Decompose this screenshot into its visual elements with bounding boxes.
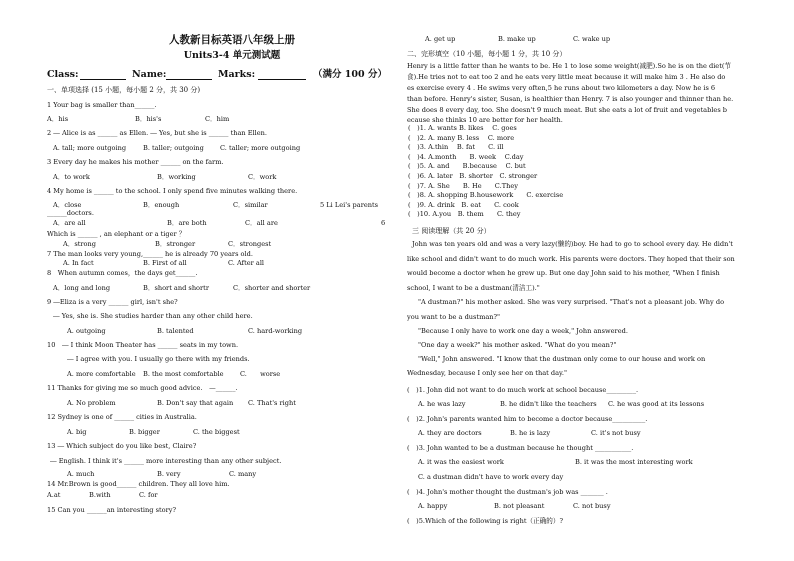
q15-option-a: A. get up <box>425 35 456 43</box>
section2-title: 二、完形填空（10 小题，每小题 1 分，共 10 分） <box>407 50 567 58</box>
marks-label: Marks: <box>218 69 256 80</box>
q10-option-a: A. more comfortable <box>67 370 136 378</box>
question-8: 8 When autumn comes，the days get______. <box>47 269 198 277</box>
q9-option-a: A. outgoing <box>67 327 106 335</box>
cloze-option-row: ( )7. A. She B. He C.They <box>408 181 518 190</box>
exam-title: 人教新目标英语八年级上册 <box>169 34 295 46</box>
cloze-line: ecause she thinks 10 are better for her health. <box>407 116 563 124</box>
question-5-start: 5 Li Lei's parents <box>320 201 379 209</box>
q11-option-c: C. That's right <box>248 399 296 407</box>
q8-option-a: A．long and long <box>53 284 111 292</box>
question-1: 1 Your bag is smaller than______. <box>47 101 157 109</box>
q1-option-b: B．his's <box>135 115 162 123</box>
reading-line: "Because I only have to work one day a week," John answered. <box>418 327 628 335</box>
q5-option-a: A．are all <box>53 219 86 227</box>
q7-option-a: A. In fact <box>63 259 94 267</box>
question-9: 9 ―Eliza is a very ______ girl, isn't she? <box>47 298 178 306</box>
q4-option-c: C．similar <box>233 201 268 209</box>
q11-option-b: B. Don't say that again <box>157 399 234 407</box>
class-field[interactable] <box>80 71 126 79</box>
q3-option-a: A．to work <box>53 173 90 181</box>
rq4-option-c: C. not busy <box>573 502 611 510</box>
q14-option-b: B.with <box>89 491 111 499</box>
rq2-option-c: C. it's not busy <box>591 429 641 437</box>
exam-subtitle: Units3-4 单元测试题 <box>183 50 281 61</box>
rq2-option-b: B. he is lazy <box>510 429 551 437</box>
cloze-line: es exercise every 4 . He swims very often,5 he runs about two kilometers a day. Now he is 6 <box>407 84 716 92</box>
rq4-option-a: A. happy <box>418 502 448 510</box>
q13-option-c: C. many <box>229 470 257 478</box>
cloze-option-row: ( )9. A. drink B. eat C. cook <box>408 200 519 209</box>
q1-option-c: C．him <box>205 115 230 123</box>
question-7: 7 The man looks very young,______ he is already 70 years old. <box>47 250 253 258</box>
question-13-response: ― English. I think it's ______ more interesting than any other subject. <box>50 457 282 465</box>
q8-option-c: C．shorter and shorter <box>233 284 311 292</box>
reading-line: Wednesday, because I only see her on that day." <box>407 369 568 377</box>
q4-option-a: A．close <box>53 201 82 209</box>
reading-line: "A dustman?" his mother asked. She was very surprised. "That's not a pleasant job. Why do <box>418 298 725 306</box>
name-field[interactable] <box>166 71 212 79</box>
question-14: 14 Mr.Brown is good______ children. They all love him. <box>47 480 230 488</box>
question-11: 11 Thanks for giving me so much good advice. —______. <box>47 384 238 392</box>
question-6-number: 6 <box>381 219 386 227</box>
q13-option-b: B. very <box>157 470 181 478</box>
cloze-option-row: ( )10. A.you B. them C. they <box>408 210 521 219</box>
cloze-line: than before. Henry's sister, Susan, is healthier than Henry. 7 is also younger and thinner than he. <box>407 95 734 103</box>
cloze-option-row: ( )8. A. shopping B.housework C. exercise <box>408 191 564 200</box>
reading-line: you want to be a dustman?" <box>407 313 501 321</box>
q10-option-b: B. the most comfortable <box>143 370 224 378</box>
question-6: Which is ______ , an elephant or a tiger ？ <box>47 230 186 238</box>
cloze-line: She does 8 every day, too. She doesn't 9 much meat. But she eats a lot of fruit and vegetables b <box>407 106 728 114</box>
q5-option-c: C．all are <box>245 219 278 227</box>
q6-option-c: C．strongest <box>228 240 272 248</box>
q7-option-b: B. First of all <box>143 259 187 267</box>
q6-option-a: A．strong <box>63 240 96 248</box>
reading-line: John was ten years old and was a very lazy(懒的)boy. He had to go to school every day. He didn't <box>412 240 733 248</box>
cloze-line: Henry is a little fatter than he wants to be. He 1 to lose some weight(减肥).So he is on the diet(节 <box>407 62 732 70</box>
reading-question-4: ( )4. John's mother thought the dustman's job was _______ . <box>407 488 608 496</box>
reading-line: "One day a week?" his mother asked. "What do you mean?" <box>418 341 617 349</box>
full-marks: （满分 100 分） <box>313 69 387 80</box>
reading-question-3: ( )3. John wanted to be a dustman because he thought ___________. <box>407 444 634 452</box>
class-label: Class: <box>47 69 79 80</box>
section1-title: 一、单项选择 (15 小题，每小题 2 分，共 30 分) <box>47 86 201 94</box>
question-12: 12 Sydney is one of ______ cities in Australia. <box>47 413 197 421</box>
rq1-option-a: A. he was lazy <box>418 400 466 408</box>
name-label: Name: <box>132 69 167 80</box>
q12-option-a: A. big <box>67 428 87 436</box>
q14-option-a: A.at <box>47 491 61 499</box>
q2-option-a: A. tall; more outgoing <box>53 144 127 152</box>
reading-question-2: ( )2. John's parents wanted him to become a doctor because__________. <box>407 415 648 423</box>
q4-option-b: B．enough <box>143 201 180 209</box>
reading-line: like school and didn't want to do much work. His parents were doctors. They hoped that their son <box>407 255 735 263</box>
question-9-response: ― Yes, she is. She studies harder than any other child here. <box>53 312 253 320</box>
q9-option-c: C. hard-working <box>248 327 303 335</box>
cloze-option-row: ( )3. A.thin B. fat C. ill <box>408 143 504 152</box>
rq4-option-b: B. not pleasant <box>494 502 545 510</box>
reading-line: would become a doctor when he grew up. But one day John said to his mother, "When I finish <box>407 269 720 277</box>
question-5-continued: ______doctors. <box>47 209 94 217</box>
marks-field[interactable] <box>258 71 306 79</box>
cloze-line: 食).He tries not to eat too 2 and he eats very little meat because it will make him 3 . He also do <box>407 73 726 81</box>
cloze-option-row: ( )2. A. many B. less C. more <box>408 133 515 142</box>
q8-option-b: B．short and shortr <box>143 284 209 292</box>
question-10: 10 ― I think Moon Theater has ______ seats in my town. <box>47 341 239 349</box>
question-3: 3 Every day he makes his mother ______ on the farm. <box>47 158 224 166</box>
q13-option-a: A. much <box>67 470 95 478</box>
section3-title: 三 阅读理解（共 20 分） <box>412 227 491 235</box>
q2-option-c: C. taller; more outgoing <box>220 144 301 152</box>
q11-option-a: A. No problem <box>67 399 116 407</box>
q15-option-c: C. wake up <box>573 35 611 43</box>
q14-option-c: C. for <box>139 491 158 499</box>
reading-line: school, I want to be a dustman(清洁工)." <box>407 284 540 292</box>
cloze-option-row: ( )1. A. wants B. likes C. goes <box>408 124 517 132</box>
q12-option-c: C. the biggest <box>193 428 240 436</box>
question-2: 2 ― Alice is as ______ as Ellen. ― Yes, but she is ______ than Ellen. <box>47 129 268 137</box>
q3-option-c: C．work <box>248 173 277 181</box>
q9-option-b: B. talented <box>157 327 194 335</box>
q2-option-b: B. taller; outgoing <box>143 144 204 152</box>
q12-option-b: B. bigger <box>129 428 160 436</box>
q15-option-b: B. make up <box>498 35 536 43</box>
rq1-option-c: C. he was good at its lessons <box>608 400 705 408</box>
cloze-option-row: ( )5. A. and B.because C. but <box>408 162 526 171</box>
question-13: 13 ― Which subject do you like best, Claire? <box>47 442 197 450</box>
rq3-option-b: B. it was the most interesting work <box>575 458 693 466</box>
rq2-option-a: A. they are doctors <box>418 429 482 437</box>
question-15: 15 Can you ______an interesting story? <box>47 506 176 514</box>
reading-line: "Well," John answered. "I know that the dustman only come to our house and work on <box>418 355 706 363</box>
rq1-option-b: B. he didn't like the teachers <box>500 400 597 408</box>
cloze-option-row: ( )6. A. later B. shorter C. stronger <box>408 172 538 180</box>
rq3-option-c: C. a dustman didn't have to work every day <box>418 473 564 481</box>
q6-option-b: B．stronger <box>155 240 196 248</box>
q1-option-a: A．his <box>47 115 69 123</box>
q7-option-c: C. After all <box>228 259 265 267</box>
reading-question-1: ( )1. John did not want to do much work at school because_________. <box>407 386 639 394</box>
q3-option-b: B．working <box>157 173 196 181</box>
rq3-option-a: A. it was the easiest work <box>418 458 504 466</box>
reading-question-5: ( )5.Which of the following is right（正确的）? <box>407 517 563 525</box>
cloze-option-row: ( )4. A.month B. week C.day <box>408 152 524 161</box>
question-4: 4 My home is ______ to the school. I only spend five minutes walking there. <box>47 187 298 195</box>
q5-option-b: B．are both <box>167 219 207 227</box>
q10-option-c: C. worse <box>240 370 281 378</box>
question-10-response: ― I agree with you. I usually go there with my friends. <box>67 355 250 363</box>
